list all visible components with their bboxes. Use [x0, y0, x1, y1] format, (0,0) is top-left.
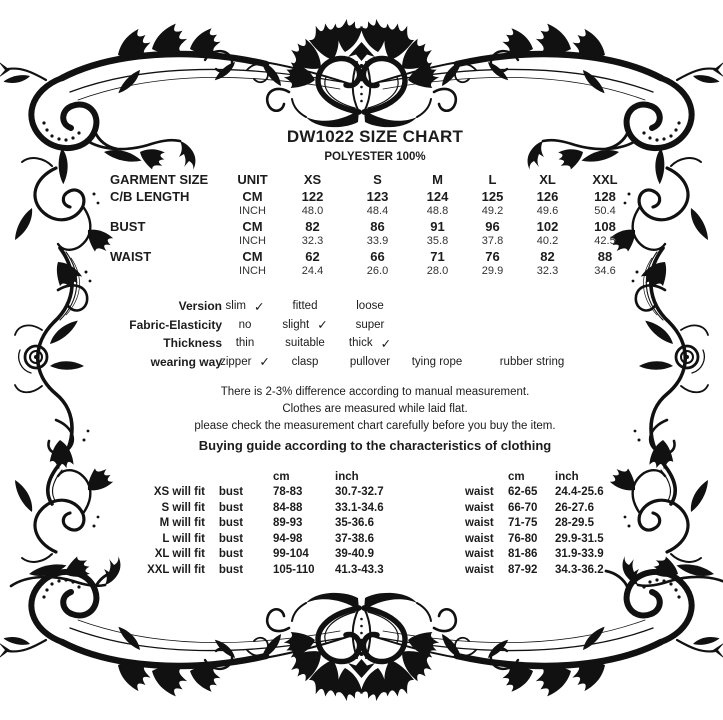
option-label: clasp [291, 355, 319, 368]
characteristic-label: Fabric-Elasticity [129, 317, 222, 332]
value-cell: 35.8 [426, 235, 449, 248]
value-cell: 32.3 [301, 235, 324, 248]
value-cell: 128 [594, 188, 616, 204]
value-cell: 48.0 [301, 205, 324, 218]
waist-label: waist [465, 517, 494, 530]
waist-cm-range: 76-80 [508, 532, 538, 545]
table-row [110, 205, 635, 219]
option-label: fitted [292, 300, 318, 313]
table-row [110, 248, 635, 265]
table-row [110, 562, 640, 578]
column-header: S [373, 172, 382, 187]
option [268, 336, 342, 351]
option-label: thin [235, 337, 255, 350]
column-header: inch [555, 470, 579, 483]
value-cell: 88 [597, 248, 613, 264]
column-header: inch [335, 470, 359, 483]
value-cell: 37.8 [481, 235, 504, 248]
option [476, 354, 588, 369]
table-row [110, 547, 640, 563]
checkmark-icon: ✓ [253, 299, 265, 314]
value-cell: 76 [485, 248, 500, 264]
bust-label: bust [218, 501, 244, 514]
table-row [110, 188, 635, 205]
unit-cell: INCH [239, 205, 266, 218]
buying-guide-table [110, 469, 640, 578]
bust-inch-range: 30.7-32.7 [335, 486, 384, 499]
option-label: pullover [349, 355, 391, 368]
option [342, 317, 398, 332]
value-cell: 50.4 [594, 205, 616, 218]
column-header: GARMENT SIZE [110, 172, 209, 187]
waist-inch-range: 26-27.6 [555, 501, 595, 514]
value-cell: 48.8 [426, 205, 449, 218]
waist-label: waist [465, 486, 494, 499]
option [342, 299, 398, 314]
material-subtitle: POLYESTER 100% [324, 151, 426, 163]
value-cell: 29.9 [481, 265, 504, 278]
option-label: slim [225, 300, 246, 313]
option [222, 336, 268, 351]
table-row [110, 218, 635, 235]
option [268, 317, 342, 332]
bust-cm-range: 105-110 [273, 563, 315, 576]
size-table-header-row [110, 171, 635, 188]
bust-cm-range: 99-104 [273, 548, 309, 561]
size-label: M will fit [159, 517, 205, 530]
value-cell: 26.0 [366, 265, 389, 278]
waist-inch-range: 29.9-31.5 [555, 532, 604, 545]
option-label: loose [356, 300, 384, 313]
waist-cm-range: 62-65 [508, 486, 538, 499]
column-header: cm [508, 470, 525, 483]
characteristic-row-thickness [0, 334, 588, 353]
value-cell: 122 [301, 188, 324, 204]
table-row [110, 265, 635, 279]
unit-cell: INCH [239, 235, 266, 248]
measurement-notes [110, 384, 640, 454]
waist-cm-range: 71-75 [508, 517, 538, 530]
checkmark-icon: ✓ [380, 336, 392, 351]
characteristic-label: Thickness [163, 336, 222, 351]
column-header: XL [539, 172, 556, 187]
value-cell: 48.4 [366, 205, 389, 218]
value-cell: 86 [370, 218, 385, 234]
option [222, 299, 268, 314]
checkmark-icon: ✓ [259, 355, 270, 370]
bust-label: bust [218, 563, 244, 576]
waist-cm-range: 87-92 [508, 563, 538, 576]
column-header: cm [273, 470, 290, 483]
table-row [110, 485, 640, 501]
bust-inch-range: 33.1-34.6 [335, 501, 384, 514]
size-label: S will fit [161, 501, 205, 514]
unit-cell: CM [242, 188, 263, 204]
value-cell: 82 [540, 248, 555, 264]
unit-cell: INCH [239, 265, 266, 278]
size-label: XS will fit [153, 486, 205, 499]
value-cell: 24.4 [301, 265, 324, 278]
waist-cm-range: 66-70 [508, 501, 538, 514]
waist-label: waist [465, 563, 494, 576]
bust-cm-range: 89-93 [273, 517, 303, 530]
value-cell: 96 [485, 218, 500, 234]
column-header: UNIT [237, 172, 268, 187]
characteristic-label: wearing way [150, 354, 222, 369]
characteristic-row-elasticity [0, 316, 588, 335]
option-label: suitable [285, 337, 325, 350]
option-label: thick [348, 337, 373, 350]
bust-label: bust [218, 532, 244, 545]
option-label: super [355, 318, 385, 331]
size-label: XL will fit [154, 548, 205, 561]
bust-inch-range: 37-38.6 [335, 532, 375, 545]
column-header: L [488, 172, 497, 187]
bust-label: bust [218, 548, 244, 561]
value-cell: 28.0 [426, 265, 449, 278]
option [268, 354, 342, 369]
column-header: XS [303, 172, 322, 187]
value-cell: 71 [430, 248, 445, 264]
waist-inch-range: 31.9-33.9 [555, 548, 604, 561]
row-label: WAIST [110, 248, 152, 264]
option-label: tying rope [411, 355, 463, 368]
option [268, 299, 342, 314]
value-cell: 32.3 [536, 265, 559, 278]
size-label: L will fit [162, 532, 205, 545]
waist-cm-range: 81-86 [508, 548, 538, 561]
option [342, 354, 398, 369]
value-cell: 91 [430, 218, 445, 234]
buying-guide-header-row [110, 469, 640, 485]
bust-cm-range: 78-83 [273, 486, 303, 499]
column-header: XXL [592, 172, 618, 187]
row-label: C/B LENGTH [110, 188, 190, 204]
bust-inch-range: 35-36.6 [335, 517, 375, 530]
buying-guide-heading: Buying guide according to the characteristics of clothing [198, 438, 552, 453]
characteristic-row-wearing-way [0, 353, 588, 372]
size-label: XXL will fit [147, 563, 205, 576]
value-cell: 126 [536, 188, 559, 204]
waist-inch-range: 34.3-36.2 [555, 563, 604, 576]
option [222, 354, 268, 369]
unit-cell: CM [242, 218, 263, 234]
option [222, 317, 268, 332]
value-cell: 34.6 [594, 265, 616, 278]
page-title: DW1022 SIZE CHART [286, 127, 464, 146]
waist-label: waist [465, 501, 494, 514]
option-label: zipper [220, 355, 252, 368]
option [342, 336, 398, 351]
table-row [110, 531, 640, 547]
value-cell: 40.2 [536, 235, 559, 248]
bust-cm-range: 94-98 [273, 532, 303, 545]
bust-inch-range: 39-40.9 [335, 548, 375, 561]
row-label: BUST [110, 218, 146, 234]
table-row [110, 516, 640, 532]
checkmark-icon: ✓ [317, 318, 328, 333]
bust-label: bust [218, 517, 244, 530]
value-cell: 123 [366, 188, 389, 204]
option [398, 354, 476, 369]
characteristic-label: Version [178, 299, 222, 314]
characteristic-row-version [0, 297, 588, 316]
note-line: There is 2-3% difference according to manual measurement. [220, 386, 530, 398]
waist-label: waist [465, 532, 494, 545]
value-cell: 49.2 [481, 205, 504, 218]
option-label: slight [282, 318, 310, 331]
table-row [110, 235, 635, 249]
waist-inch-range: 28-29.5 [555, 517, 595, 530]
value-cell: 108 [594, 218, 616, 234]
bust-cm-range: 84-88 [273, 501, 303, 514]
note-line: Clothes are measured while laid flat. [282, 403, 468, 415]
garment-size-table [110, 171, 635, 278]
value-cell: 66 [370, 248, 385, 264]
column-header: M [432, 172, 443, 187]
value-cell: 49.6 [536, 205, 559, 218]
unit-cell: CM [242, 248, 263, 264]
note-line: please check the measurement chart carefully before you buy the item. [194, 420, 556, 432]
characteristics-section [0, 297, 588, 371]
option-label: no [238, 318, 252, 331]
bust-inch-range: 41.3-43.3 [335, 563, 384, 576]
value-cell: 42.5 [594, 235, 616, 248]
value-cell: 124 [426, 188, 449, 204]
option-label: rubber string [499, 355, 565, 368]
value-cell: 33.9 [366, 235, 389, 248]
table-row [110, 500, 640, 516]
waist-label: waist [465, 548, 494, 561]
waist-inch-range: 24.4-25.6 [555, 486, 604, 499]
bust-label: bust [218, 486, 244, 499]
value-cell: 102 [536, 218, 559, 234]
value-cell: 125 [481, 188, 504, 204]
value-cell: 82 [305, 218, 320, 234]
value-cell: 62 [305, 248, 320, 264]
